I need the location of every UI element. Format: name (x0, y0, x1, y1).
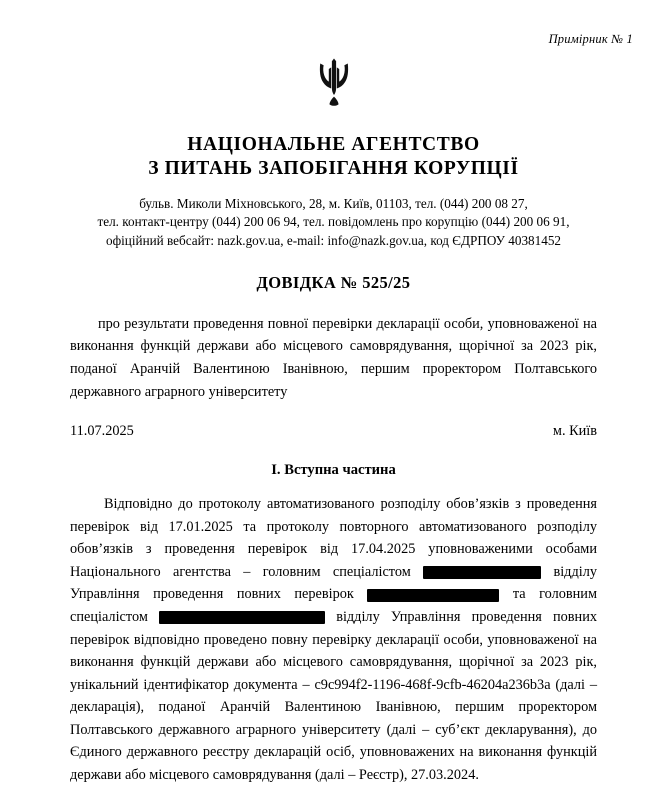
document-date: 11.07.2025 (70, 423, 134, 440)
contact-line-3: офіційний вебсайт: nazk.gov.ua, e-mail: info@nazk.gov.ua, код ЄДРПОУ 40381452 (105, 233, 562, 249)
intro-paragraph (70, 493, 597, 787)
document-place: м. Київ (552, 423, 597, 440)
contact-line-1: бульв. Миколи Міхновського, 28, м. Київ, 01103, тел. (044) 200 08 27, (139, 195, 528, 211)
document-subject: про результати проведення повної перевірки декларації особи, уповноваженої на виконання функцій держави або місцевого самоврядування, щорічної за 2023 рік, поданої Аранчій Валентиною Іванівною, першим проректором Полтавського державного аграрного університету (70, 315, 597, 400)
date-place-row (70, 423, 597, 440)
redacted-name-3 (159, 611, 325, 624)
document-title: ДОВІДКА № 525/25 (256, 272, 411, 292)
intro-paragraph-part3: та головним спеціалістом (70, 586, 597, 625)
organization-title (0, 133, 667, 181)
intro-paragraph-part2: відділу Управління проведення повних перевірок (70, 563, 597, 603)
emblem-container (0, 0, 667, 111)
organization-contacts (0, 195, 667, 251)
organization-title-line2: З ПИТАНЬ ЗАПОБІГАННЯ КОРУПЦІЇ (148, 157, 519, 179)
redacted-name-2 (367, 589, 499, 602)
contact-line-2: тел. контакт-центру (044) 200 06 94, тел. повідомлень про корупцію (044) 200 06 91, (97, 214, 570, 230)
copy-number-mark: Примірник № 1 (548, 32, 633, 46)
section-title-intro: I. Вступна частина (271, 462, 396, 479)
redacted-name-1 (423, 566, 541, 579)
intro-paragraph-part1: Відповідно до протоколу автоматизованого розподілу обов’язків з проведення перевірок від 17.01.2025 та протоколу повторного автоматизованого розподілу обов’язків з проведення перевірок від 17.04.2025 уповноваженими особами Національного агентства – головним спеціалістом (70, 496, 597, 580)
ukraine-trident-emblem (317, 58, 351, 106)
intro-paragraph-part4: відділу Управління проведення повних перевірок відповідно проведено повну перевірку декларації особи, уповноваженої на виконання функцій держави або місцевого самоврядування, щорічної за 2023 рік, унікальний ідентифікатор документа – c9c994f2-1196-468f-9cfb-46204a236b3a (далі – декларація), поданої Аранчій Валентиною Іванівною, першим проректором Полтавського державного аграрного університету (далі – суб’єкт декларування), до Єдиного державного реєстру декларацій осіб, уповноважених на виконання функцій держави або місцевого самоврядування (далі – Реєстр), 27.03.2024. (70, 608, 597, 784)
organization-title-line1: НАЦІОНАЛЬНЕ АГЕНТСТВО (187, 134, 480, 155)
